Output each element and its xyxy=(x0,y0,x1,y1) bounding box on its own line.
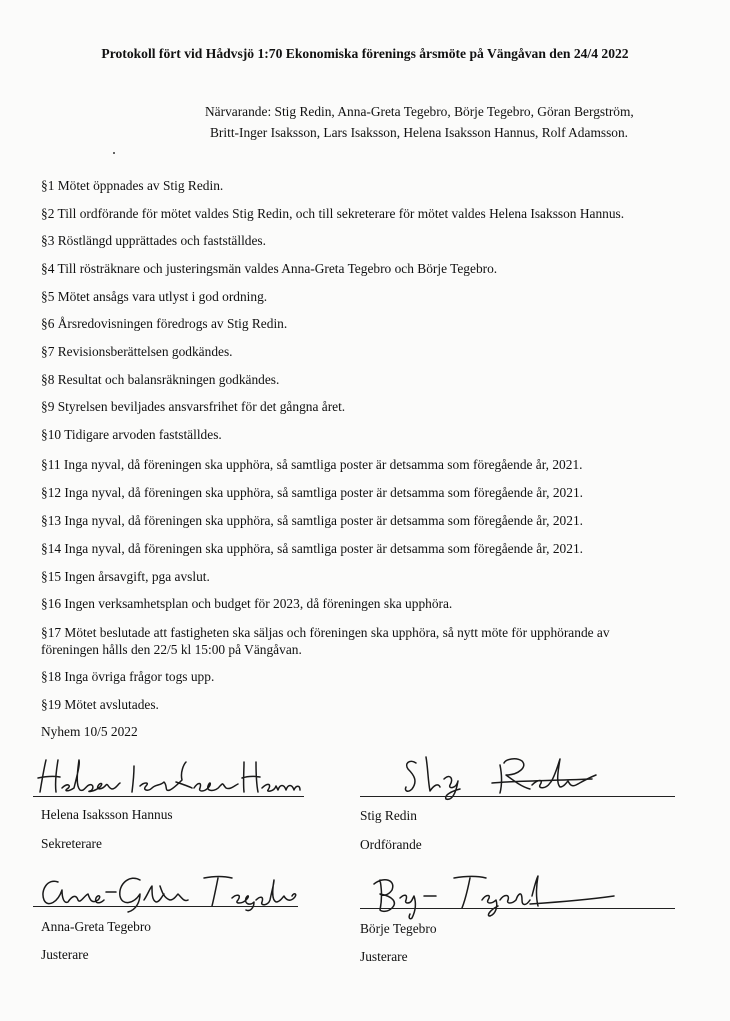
paragraph-17: §17 Mötet beslutade att fastigheten ska säljas och föreningen ska upphöra, så nytt möte för upphörande av xyxy=(41,625,610,640)
paragraph-8: §8 Resultat och balansräkningen godkändes. xyxy=(41,372,280,387)
signer-role-anna-greta: Justerare xyxy=(41,947,89,962)
signature-line-borje xyxy=(360,908,675,909)
paragraph-7: §7 Revisionsberättelsen godkändes. xyxy=(41,344,233,359)
paragraph-11: §11 Inga nyval, då föreningen ska upphöra, så samtliga poster är detsamma som föregående år, 2021. xyxy=(41,457,583,472)
signature-borje xyxy=(370,866,620,922)
paragraph-13: §13 Inga nyval, då föreningen ska upphöra, så samtliga poster är detsamma som föregående år, 2021. xyxy=(41,513,583,528)
paragraph-10: §10 Tidigare arvoden fastställdes. xyxy=(41,427,222,442)
signature-line-anna-greta xyxy=(33,906,298,907)
signer-role-stig: Ordförande xyxy=(360,837,422,852)
attendees-line-2: Britt-Inger Isaksson, Lars Isaksson, Helena Isaksson Hannus, Rolf Adamsson. xyxy=(210,125,629,140)
paragraph-14: §14 Inga nyval, då föreningen ska upphöra, så samtliga poster är detsamma som föregående år, 2021. xyxy=(41,541,583,556)
signer-name-borje: Börje Tegebro xyxy=(360,921,437,936)
place-date: Nyhem 10/5 2022 xyxy=(41,724,138,739)
paragraph-19: §19 Mötet avslutades. xyxy=(41,697,159,712)
signature-line-stig xyxy=(360,796,675,797)
signer-role-borje: Justerare xyxy=(360,949,408,964)
paragraph-4: §4 Till rösträknare och justeringsmän valdes Anna-Greta Tegebro och Börje Tegebro. xyxy=(41,261,498,276)
attendees xyxy=(205,101,634,143)
signer-name-anna-greta: Anna-Greta Tegebro xyxy=(41,919,151,934)
paragraph-5: §5 Mötet ansågs vara utlyst i god ordning. xyxy=(41,289,268,304)
paragraph-9: §9 Styrelsen beviljades ansvarsfrihet för det gångna året. xyxy=(41,399,346,414)
paragraph-18: §18 Inga övriga frågor togs upp. xyxy=(41,669,215,684)
signer-name-helena: Helena Isaksson Hannus xyxy=(41,807,173,822)
signature-line-helena xyxy=(33,796,304,797)
document-title: Protokoll fört vid Hådvsjö 1:70 Ekonomiska förenings årsmöte på Vängåvan den 24/4 2022 xyxy=(101,46,629,61)
paragraph-6: §6 Årsredovisningen föredrogs av Stig Redin. xyxy=(41,316,288,331)
signer-name-stig: Stig Redin xyxy=(360,808,417,823)
paragraph-16: §16 Ingen verksamhetsplan och budget för 2023, då föreningen ska upphöra. xyxy=(41,596,453,611)
paragraph-1: §1 Mötet öppnades av Stig Redin. xyxy=(41,178,224,193)
paragraph-2: §2 Till ordförande för mötet valdes Stig Redin, och till sekreterare för mötet valdes Helena Isaksson Hannus. xyxy=(41,206,625,221)
signature-helena xyxy=(34,752,304,802)
paragraph-12: §12 Inga nyval, då föreningen ska upphöra, så samtliga poster är detsamma som föregående år, 2021. xyxy=(41,485,583,500)
paragraph-15: §15 Ingen årsavgift, pga avslut. xyxy=(41,569,210,584)
scan-speck xyxy=(113,152,115,154)
paragraph-17-continued: föreningen hålls den 22/5 kl 15:00 på Vängåvan. xyxy=(41,642,302,657)
paragraph-3: §3 Röstlängd upprättades och fastställdes. xyxy=(41,233,266,248)
signature-anna-greta xyxy=(36,868,301,914)
attendees-line-1: Närvarande: Stig Redin, Anna-Greta Tegebro, Börje Tegebro, Göran Bergström, xyxy=(205,104,634,119)
signer-role-helena: Sekreterare xyxy=(41,836,102,851)
